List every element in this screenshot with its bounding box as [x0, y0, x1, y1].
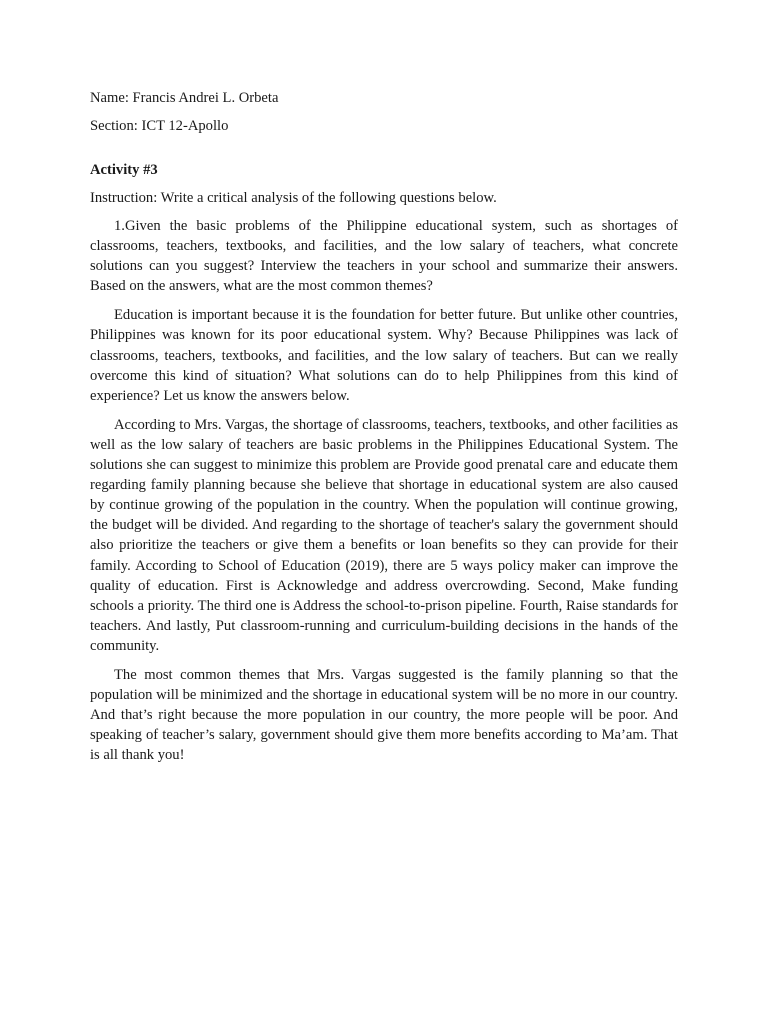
intro-paragraph: Education is important because it is the foundation for better future. But unlike other countries, Philippines was known for its poor educational system. Why? Because Philippines was lack of classrooms, teachers, textbooks, and facilities, and the low salary of teachers. But can we really overcome this kind of situation? What solutions can do to help Philippines from this kind of experience? Let us know the answers below. [90, 307, 678, 404]
activity-instruction: Instruction: Write a critical analysis of the following questions below. [90, 190, 497, 206]
activity-title: Activity #3 [90, 162, 158, 178]
student-section: Section: ICT 12-Apollo [90, 118, 229, 134]
question-paragraph: 1.Given the basic problems of the Philippine educational system, such as shortages of classrooms, teachers, textbooks, and facilities, and the low salary of teachers, what concrete solutions can you suggest? Interview the teachers in your school and summarize their answers. Based on the answers, what are the most common themes? [90, 218, 678, 295]
student-name: Name: Francis Andrei L. Orbeta [90, 90, 279, 106]
body-paragraph: According to Mrs. Vargas, the shortage of classrooms, teachers, textbooks, and other facilities as well as the low salary of teachers are basic problems in the Philippines Educational System. The solutions she can suggest to minimize this problem are Provide good prenatal care and educate them regarding family planning because she believe that shortage in educational system are also caused by continue growing of the population in the country. When the population will continue growing, the budget will be divided. And regarding to the shortage of teacher's salary the government should also prioritize the teachers or give them a benefits or loan benefits so they can provide for their family. According to School of Education (2019), there are 5 ways policy maker can improve the quality of education. First is Acknowledge and address overcrowding. Second, Make funding schools a priority. The third one is Address the school-to-prison pipeline. Fourth, Raise standards for teachers. And lastly, Put classroom-running and curriculum-building decisions in the hands of the community. [90, 416, 678, 654]
conclusion-paragraph: The most common themes that Mrs. Vargas suggested is the family planning so that the population will be minimized and the shortage in educational system will be no more in our country. And that’s right because the more population in our country, the more people will be poor. And speaking of teacher’s salary, government should give them more benefits according to Ma’am. That is all thank you! [90, 666, 678, 764]
document-page [90, 88, 678, 774]
